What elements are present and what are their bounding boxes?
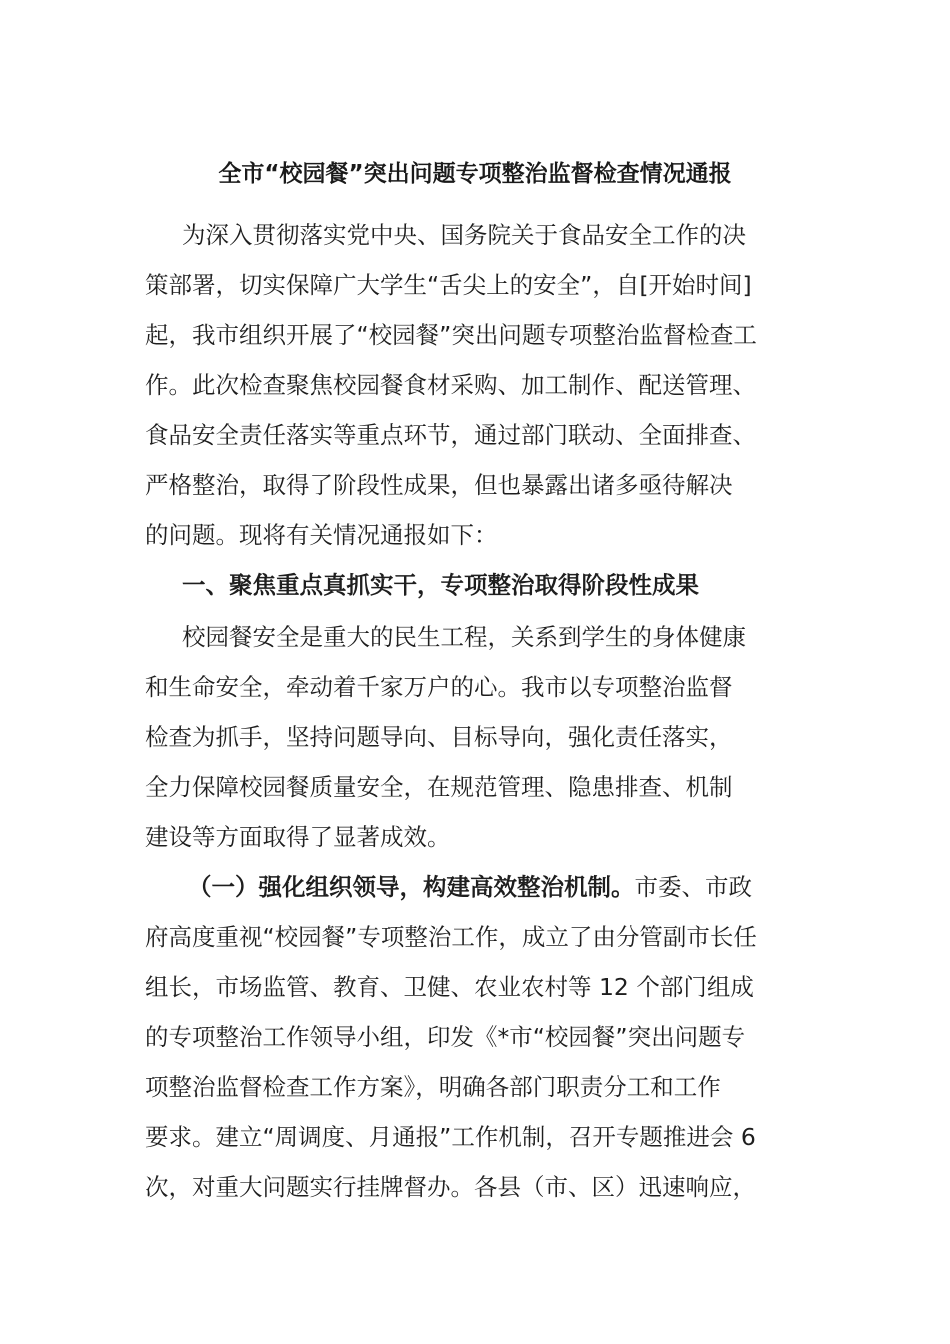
paragraph-line: 建设等方面取得了显著成效。: [145, 823, 451, 851]
paragraph-line: 和生命安全，牵动着千家万户的心。我市以专项整治监督: [145, 673, 733, 701]
paragraph-line: 的专项整治工作领导小组，印发《*市“校园餐”突出问题专: [145, 1023, 746, 1051]
subsection-line: [188, 870, 752, 904]
paragraph-line: 校园餐安全是重大的民生工程，关系到学生的身体健康: [182, 623, 746, 651]
paragraph-line: 府高度重视“校园餐”专项整治工作，成立了由分管副市长任: [145, 923, 757, 951]
document-title: 全市“校园餐”突出问题专项整治监督检查情况通报: [218, 161, 732, 187]
subsection-text: 市委、市政: [634, 873, 752, 901]
paragraph-line: 的问题。现将有关情况通报如下：: [145, 521, 498, 549]
paragraph-line: 严格整治，取得了阶段性成果，但也暴露出诸多亟待解决: [145, 471, 733, 499]
paragraph-line: 检查为抓手，坚持问题导向、目标导向，强化责任落实，: [145, 723, 733, 751]
paragraph-line: 起，我市组织开展了“校园餐”突出问题专项整治监督检查工: [145, 321, 757, 349]
paragraph-line: 要求。建立“周调度、月通报”工作机制，召开专题推进会 6: [145, 1123, 756, 1151]
paragraph-line: 作。此次检查聚焦校园餐食材采购、加工制作、配送管理、: [145, 371, 756, 399]
paragraph-line: 策部署，切实保障广大学生“舌尖上的安全”，自[开始时间]: [145, 271, 752, 299]
paragraph-line: 为深入贯彻落实党中央、国务院关于食品安全工作的决: [182, 221, 746, 249]
paragraph-line: 项整治监督检查工作方案》，明确各部门职责分工和工作: [145, 1073, 721, 1101]
paragraph-line: 全力保障校园餐质量安全，在规范管理、隐患排查、机制: [145, 773, 733, 801]
section-heading-1: 一、聚焦重点真抓实干，专项整治取得阶段性成果: [182, 571, 699, 599]
paragraph-line: 次，对重大问题实行挂牌督办。各县（市、区）迅速响应，: [145, 1173, 756, 1201]
subsection-heading: （一）强化组织领导，构建高效整治机制。: [188, 873, 635, 901]
paragraph-line: 食品安全责任落实等重点环节，通过部门联动、全面排查、: [145, 421, 756, 449]
paragraph-line: 组长，市场监管、教育、卫健、农业农村等 12 个部门组成: [145, 973, 754, 1001]
